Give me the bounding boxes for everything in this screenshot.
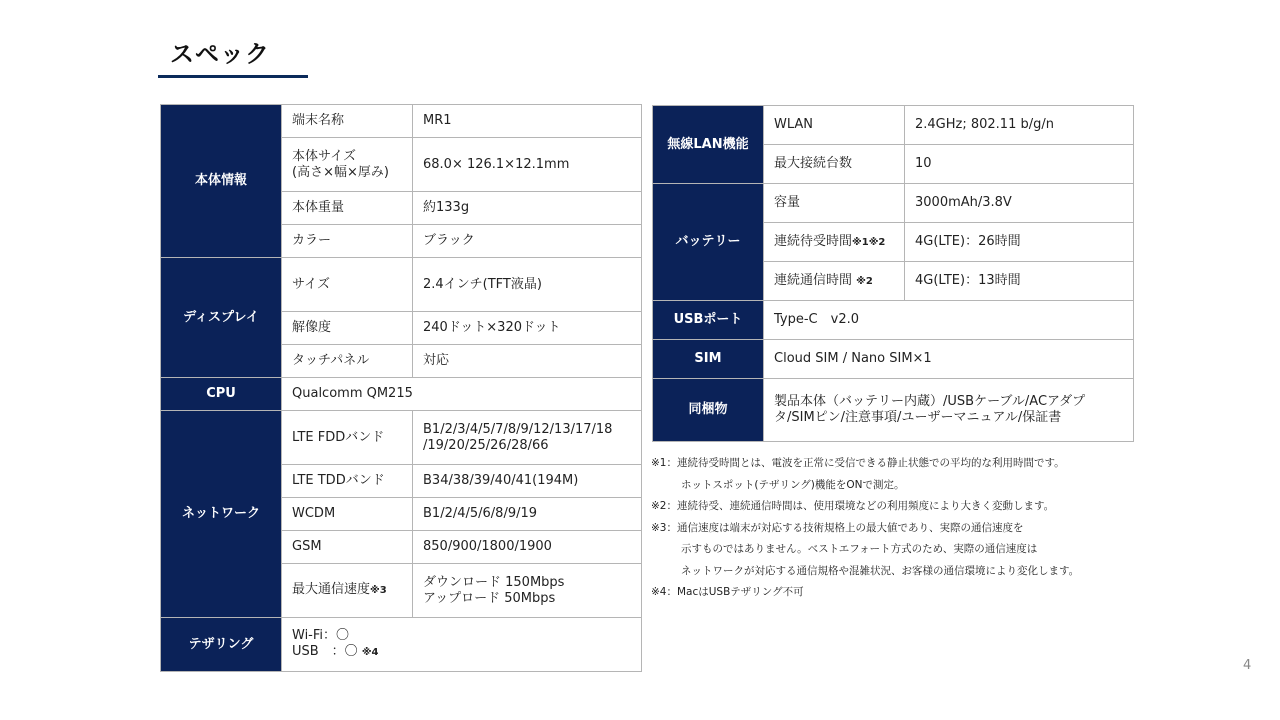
sim-value: Cloud SIM / Nano SIM×1 (764, 340, 1134, 379)
row-value: 2.4GHz; 802.11 b/g/n (905, 106, 1134, 145)
tethering-value (282, 618, 642, 672)
footnote-3-cont: ネットワークが対応する通信規格や混雑状況、お客様の通信環境により変化します。 (681, 564, 1080, 577)
category-wlan: 無線LAN機能 (653, 106, 764, 184)
category-cpu: CPU (161, 378, 282, 411)
row-label: 本体サイズ (高さ×幅×厚み) (282, 138, 413, 192)
row-value: 4G(LTE)：26時間 (905, 223, 1134, 262)
title-underline (158, 75, 308, 78)
row-label: WLAN (764, 106, 905, 145)
row-label: 本体重量 (282, 192, 413, 225)
page-title: スペック (170, 40, 270, 68)
row-value: ブラック (413, 225, 642, 258)
row-label: カラー (282, 225, 413, 258)
row-value: B1/2/3/4/5/7/8/9/12/13/17/18 /19/20/25/26/28/66 (413, 411, 642, 465)
row-label: LTE FDDバンド (282, 411, 413, 465)
footnotes (651, 453, 1151, 604)
row-value: 約133g (413, 192, 642, 225)
category-display: ディスプレイ (161, 258, 282, 378)
row-value: 2.4インチ(TFT液晶) (413, 258, 642, 312)
standby-label: 連続待受時間 (774, 233, 853, 249)
row-value: B34/38/39/40/41(194M) (413, 465, 642, 498)
talk-label: 連続通信時間 (774, 272, 853, 288)
footnote-3: ※3：通信速度は端末が対応する技術規格上の最大値であり、実際の通信速度を (651, 521, 1024, 534)
table-row (653, 379, 1134, 442)
row-label: 端末名称 (282, 105, 413, 138)
row-value: 対応 (413, 345, 642, 378)
note-marker: ※1※2 (852, 236, 886, 248)
category-network: ネットワーク (161, 411, 282, 618)
footnote-4: ※4：MacはUSBテザリング不可 (651, 586, 804, 598)
category-usb-port: USBポート (653, 301, 764, 340)
footnote-3-cont: 示すものではありません。ベストエフォート方式のため、実際の通信速度は (681, 543, 1038, 555)
usb-port-value: Type-C v2.0 (764, 301, 1134, 340)
note-marker: ※3 (370, 585, 387, 596)
table-row (161, 618, 642, 672)
tethering-wifi: Wi-Fi：〇 (292, 628, 350, 643)
bundle-value: 製品本体（バッテリー内蔵）/USBケーブル/ACアダプ タ/SIMピン/注意事項/ユーザーマニュアル/保証書 (764, 379, 1134, 442)
row-label: 容量 (764, 184, 905, 223)
row-value: ダウンロード 150Mbps アップロード 50Mbps (413, 564, 642, 618)
spec-table-right (652, 105, 1134, 442)
row-value: 3000mAh/3.8V (905, 184, 1134, 223)
row-value: MR1 (413, 105, 642, 138)
table-row (653, 340, 1134, 379)
tethering-usb: USB ：〇 (292, 644, 358, 659)
category-body-info: 本体情報 (161, 105, 282, 258)
note-marker: ※2 (856, 275, 873, 287)
row-label: タッチパネル (282, 345, 413, 378)
table-row (161, 411, 642, 465)
cpu-value: Qualcomm QM215 (282, 378, 642, 411)
row-label (282, 564, 413, 618)
category-sim: SIM (653, 340, 764, 379)
table-row (653, 184, 1134, 223)
row-value: B1/2/4/5/6/8/9/19 (413, 498, 642, 531)
row-label (764, 262, 905, 301)
footnote-2: ※2：連続待受、連続通信時間は、使用環境などの利用頻度により大きく変動します。 (651, 500, 1055, 512)
page-number: 4 (1243, 658, 1252, 673)
spec-table-left (160, 104, 642, 672)
table-row (161, 378, 642, 411)
row-value: 10 (905, 145, 1134, 184)
row-label: サイズ (282, 258, 413, 312)
max-speed-label: 最大通信速度 (292, 582, 371, 597)
row-label: GSM (282, 531, 413, 564)
footnote-1: ※1：連続待受時間とは、電波を正常に受信できる静止状態での平均的な利用時間です。 (651, 457, 1065, 469)
row-value: 240ドット×320ドット (413, 312, 642, 345)
row-value: 4G(LTE)：13時間 (905, 262, 1134, 301)
row-label: 解像度 (282, 312, 413, 345)
table-row (161, 258, 642, 312)
row-value: 68.0× 126.1×12.1mm (413, 138, 642, 192)
table-row (161, 105, 642, 138)
category-bundle: 同梱物 (653, 379, 764, 442)
row-label: WCDM (282, 498, 413, 531)
row-label: 最大接続台数 (764, 145, 905, 184)
category-tethering: テザリング (161, 618, 282, 672)
row-label (764, 223, 905, 262)
category-battery: バッテリー (653, 184, 764, 301)
table-row (653, 106, 1134, 145)
row-label: LTE TDDバンド (282, 465, 413, 498)
note-marker: ※4 (361, 647, 379, 658)
table-row (653, 301, 1134, 340)
row-value: 850/900/1800/1900 (413, 531, 642, 564)
footnote-1-cont: ホットスポット(テザリング)機能をONで測定。 (681, 478, 905, 491)
tethering-usb-line (292, 644, 631, 661)
